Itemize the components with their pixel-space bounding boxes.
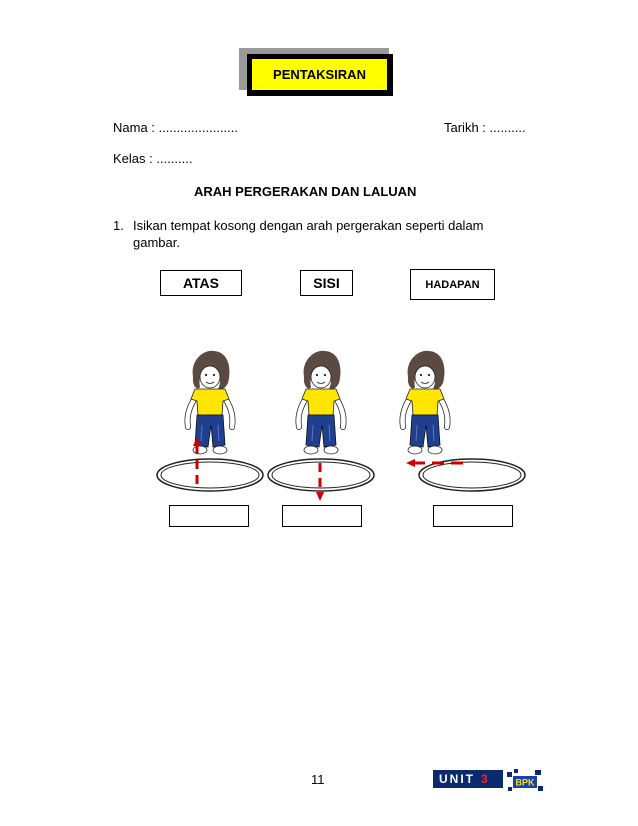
date-field[interactable]: Tarikh : .......... [444, 120, 526, 135]
answer-box-1[interactable] [169, 505, 249, 527]
hoop-1 [157, 459, 263, 491]
girl-figure-2 [298, 351, 343, 454]
arrow-down-icon [316, 463, 324, 501]
answer-box-3[interactable] [433, 505, 513, 527]
question-text-line1: Isikan tempat kosong dengan arah pergerakan seperti dalam [133, 218, 484, 233]
option-hadapan: HADAPAN [410, 269, 495, 300]
option-atas: ATAS [160, 270, 242, 296]
question-text-line2: gambar. [133, 235, 180, 250]
girl-figure-3 [402, 351, 447, 454]
name-field[interactable]: Nama : ...................... [113, 120, 238, 135]
arrow-up-icon [193, 437, 201, 484]
class-field[interactable]: Kelas : .......... [113, 151, 193, 166]
girl-figure-1 [187, 351, 232, 454]
page-number: 11 [311, 772, 325, 787]
question-number: 1. [113, 218, 124, 233]
unit-badge [433, 770, 503, 788]
unit-label: UNIT [439, 772, 475, 786]
section-heading: ARAH PERGERAKAN DAN LALUAN [194, 184, 417, 199]
unit-number: 3 [481, 772, 490, 786]
answer-box-2[interactable] [282, 505, 362, 527]
bpk-logo [505, 768, 545, 794]
svg-text:BPK: BPK [515, 777, 535, 788]
option-sisi: SISI [300, 270, 353, 296]
page-title: PENTAKSIRAN [251, 58, 388, 91]
